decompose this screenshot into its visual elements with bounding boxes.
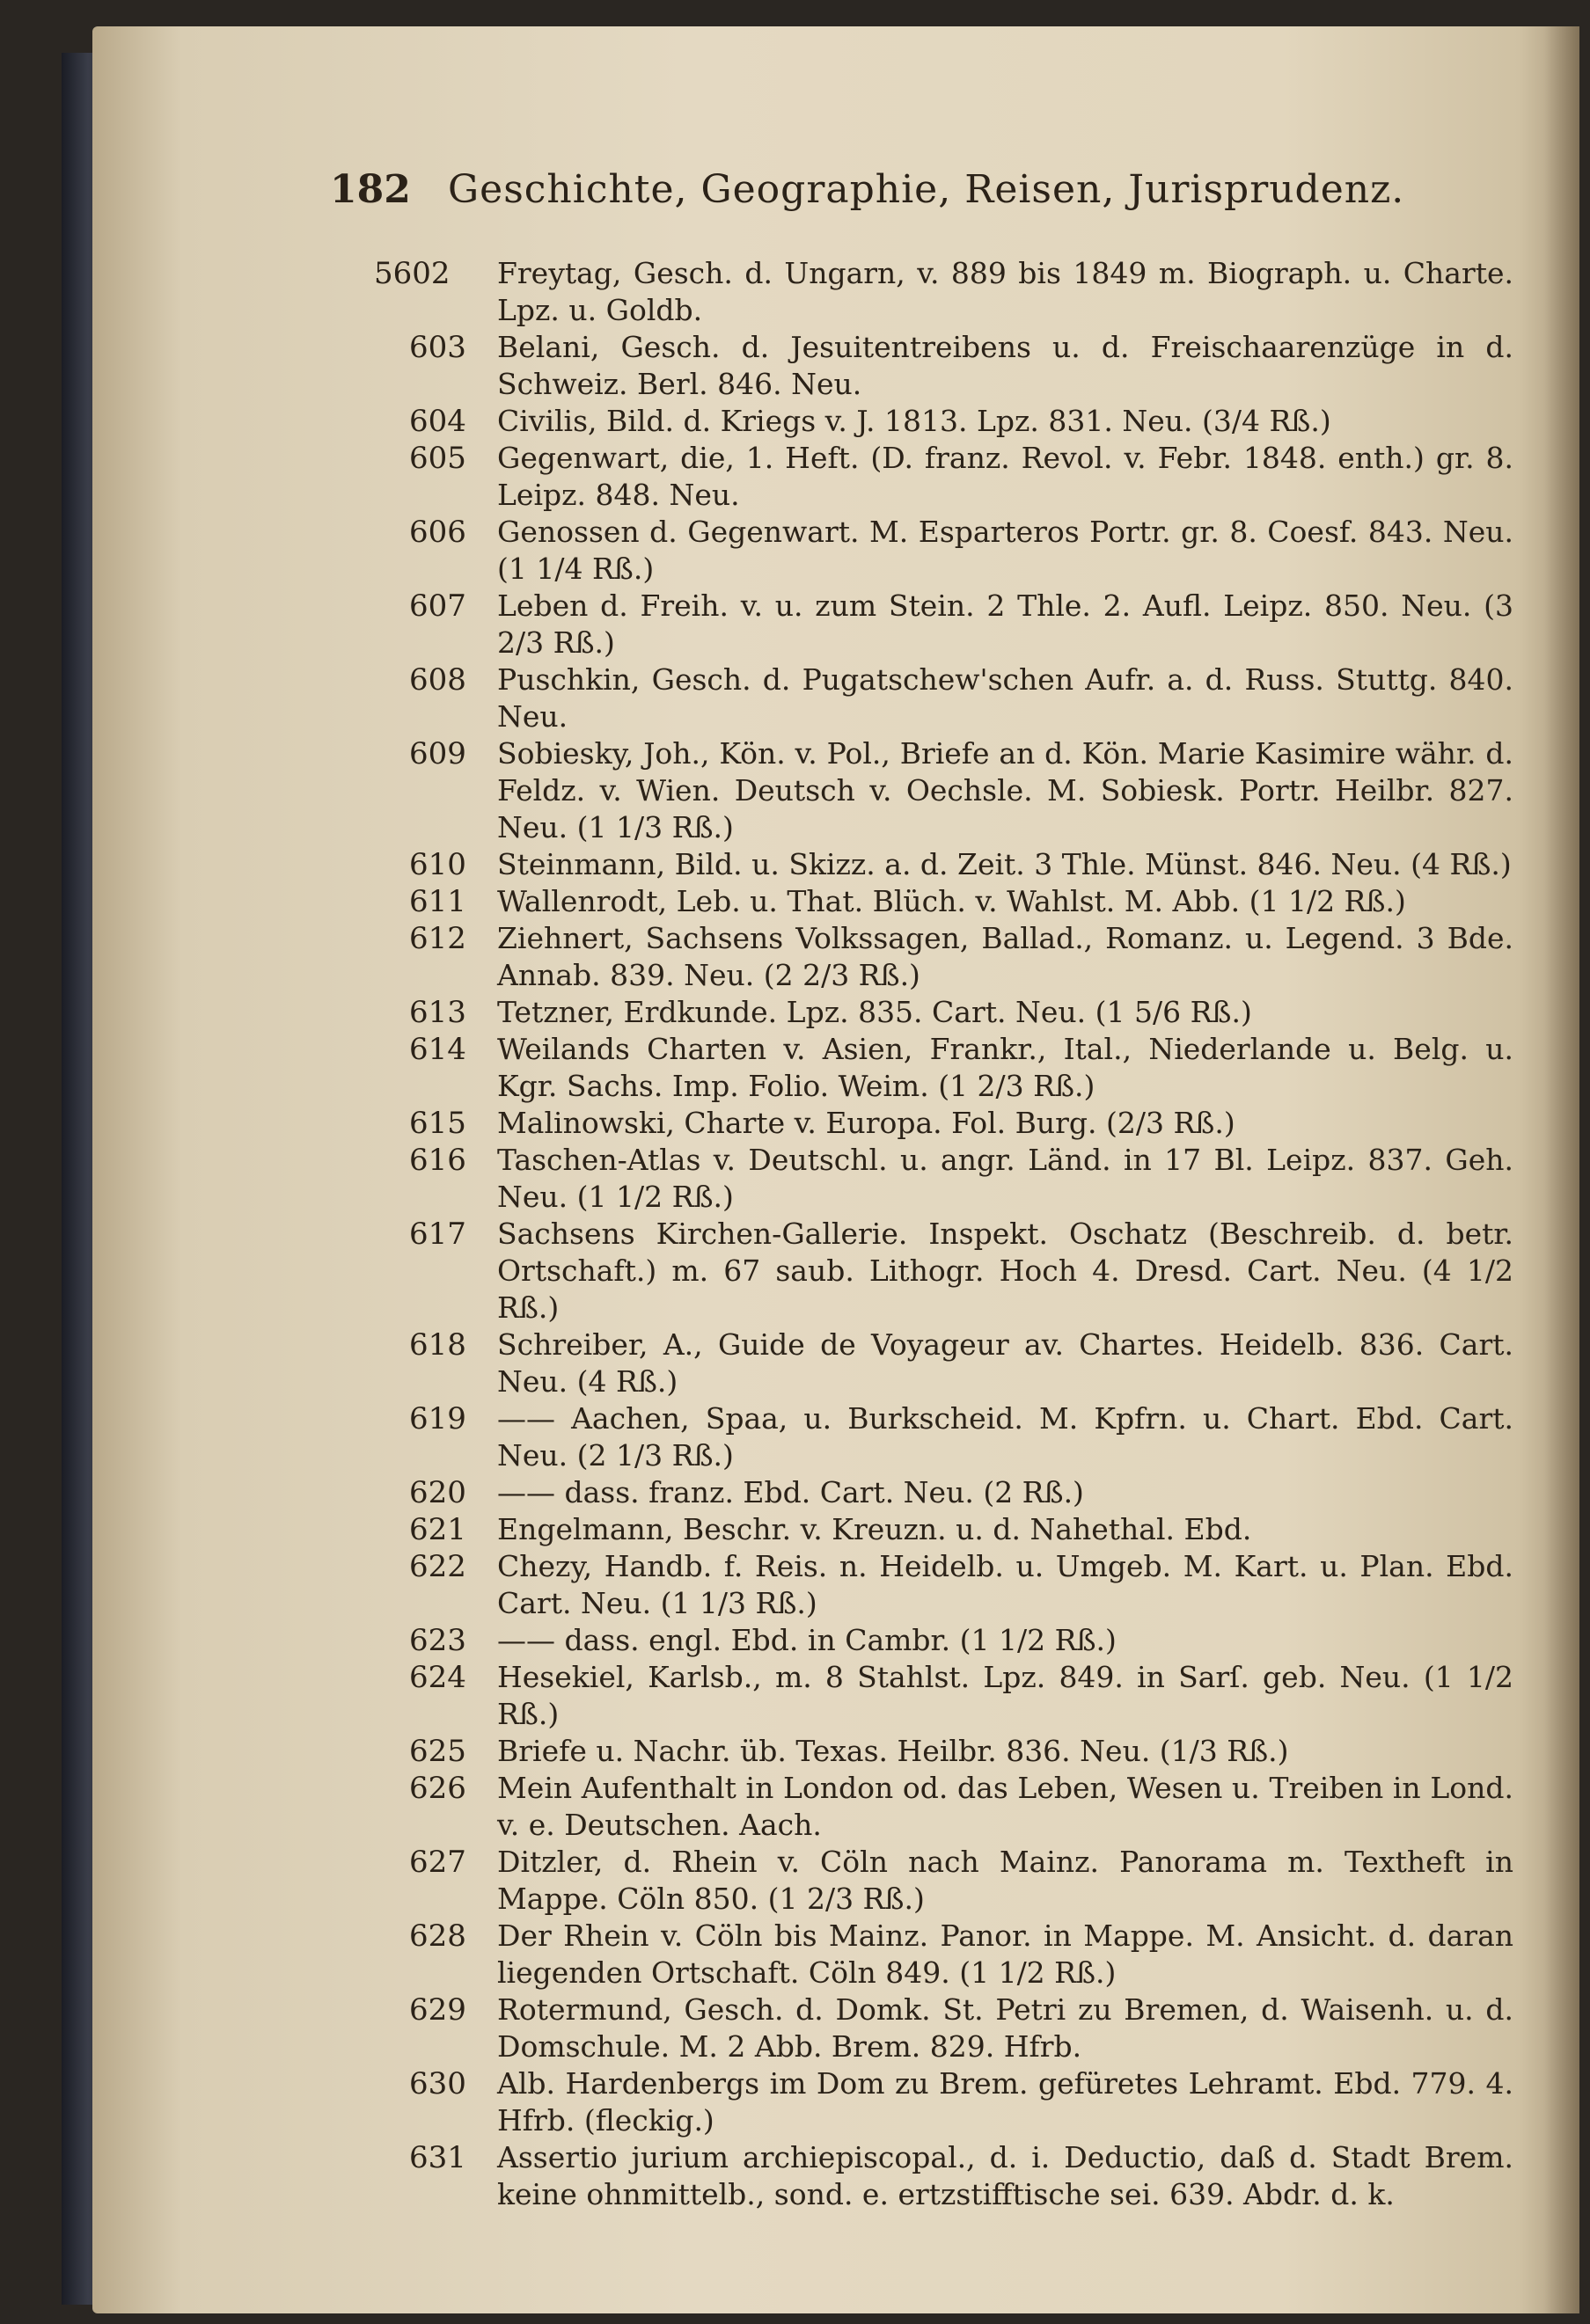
catalogue-entry bbox=[409, 994, 1513, 1031]
entry-number: 621 bbox=[409, 1512, 466, 1547]
catalogue-entry bbox=[409, 883, 1513, 920]
entry-number: 5602 bbox=[374, 256, 451, 291]
catalogue-entry bbox=[409, 1216, 1513, 1326]
catalogue-entry bbox=[409, 403, 1513, 440]
entry-text: Taschen-Atlas v. Deutschl. u. angr. Länd. in 17 Bl. Leipz. 837. Geh. Neu. (1 1/2 Rß.) bbox=[497, 1143, 1513, 1214]
entry-text: Ziehnert, Sachsens Volkssagen, Ballad., Romanz. u. Legend. 3 Bde. Annab. 839. Neu. (2 2/3 Rß.) bbox=[497, 921, 1513, 992]
entry-text: Tetzner, Erdkunde. Lpz. 835. Cart. Neu. (1 5/6 Rß.) bbox=[497, 995, 1252, 1029]
entry-number: 627 bbox=[409, 1845, 466, 1880]
entry-text: Mein Aufenthalt in London od. das Leben, Wesen u. Treiben in Lond. v. e. Deutschen. Aach. bbox=[497, 1771, 1513, 1842]
catalogue-entry bbox=[409, 514, 1513, 588]
entry-number: 610 bbox=[409, 847, 466, 882]
entry-text: —— dass. franz. Ebd. Cart. Neu. (2 Rß.) bbox=[497, 1475, 1084, 1509]
entry-number: 615 bbox=[409, 1106, 466, 1141]
entry-number: 609 bbox=[409, 736, 466, 771]
catalogue-entry bbox=[409, 588, 1513, 661]
entry-text: Chezy, Handb. f. Reis. n. Heidelb. u. Umgeb. M. Kart. u. Plan. Ebd. Cart. Neu. (1 1/3 Rß.) bbox=[497, 1549, 1513, 1620]
entry-text: Alb. Hardenbergs im Dom zu Brem. gefüretes Lehramt. Ebd. 779. 4. Hfrb. (fleckig.) bbox=[497, 2066, 1513, 2138]
catalogue-entry bbox=[409, 1991, 1513, 2065]
catalogue-entry bbox=[409, 846, 1513, 883]
entry-text: Civilis, Bild. d. Kriegs v. J. 1813. Lpz. 831. Neu. (3/4 Rß.) bbox=[497, 404, 1331, 438]
catalogue-entry bbox=[409, 1142, 1513, 1216]
entry-text: Weilands Charten v. Asien, Frankr., Ital., Niederlande u. Belg. u. Kgr. Sachs. Imp. Folio. Weim. (1 2/3 Rß.) bbox=[497, 1032, 1513, 1103]
entry-text: —— Aachen, Spaa, u. Burkscheid. M. Kpfrn. u. Chart. Ebd. Cart. Neu. (2 1/3 Rß.) bbox=[497, 1401, 1513, 1473]
entry-text: Leben d. Freih. v. u. zum Stein. 2 Thle. 2. Aufl. Leipz. 850. Neu. (3 2/3 Rß.) bbox=[497, 588, 1513, 660]
catalogue-entry bbox=[409, 661, 1513, 735]
catalogue-entry bbox=[409, 735, 1513, 846]
entry-number: 606 bbox=[409, 515, 466, 550]
entry-number: 605 bbox=[409, 441, 466, 476]
entry-number: 611 bbox=[409, 884, 466, 919]
catalogue-entry bbox=[374, 255, 1513, 329]
entry-text: Genossen d. Gegenwart. M. Esparteros Portr. gr. 8. Coesf. 843. Neu. (1 1/4 Rß.) bbox=[497, 515, 1513, 586]
entry-number: 624 bbox=[409, 1660, 466, 1695]
page-header bbox=[330, 167, 1518, 229]
catalogue-entry bbox=[409, 1474, 1513, 1511]
entry-text: Assertio jurium archiepiscopal., d. i. Deductio, daß d. Stadt Brem. keine ohnmittelb., sond. e. ertzstifftische sei. 639. Abdr. d. k. bbox=[497, 2140, 1513, 2211]
catalogue-entry bbox=[409, 1326, 1513, 1400]
catalogue-entry bbox=[409, 2139, 1513, 2213]
entry-number: 625 bbox=[409, 1734, 466, 1769]
entry-text: Gegenwart, die, 1. Heft. (D. franz. Revol. v. Febr. 1848. enth.) gr. 8. Leipz. 848. Neu. bbox=[497, 441, 1513, 512]
catalogue-entry bbox=[409, 920, 1513, 994]
catalogue-entry bbox=[409, 1031, 1513, 1105]
entry-text: Engelmann, Beschr. v. Kreuzn. u. d. Nahethal. Ebd. bbox=[497, 1512, 1252, 1546]
entry-text: Puschkin, Gesch. d. Pugatschew'schen Aufr. a. d. Russ. Stuttg. 840. Neu. bbox=[497, 662, 1513, 734]
entry-number: 604 bbox=[409, 404, 466, 439]
catalogue-entry bbox=[409, 1770, 1513, 1844]
catalogue-entry bbox=[409, 1400, 1513, 1474]
entry-text: Wallenrodt, Leb. u. That. Blüch. v. Wahlst. M. Abb. (1 1/2 Rß.) bbox=[497, 884, 1406, 918]
entry-number: 631 bbox=[409, 2140, 466, 2175]
entry-number: 612 bbox=[409, 921, 466, 956]
entry-number: 628 bbox=[409, 1918, 466, 1954]
entry-text: Ditzler, d. Rhein v. Cöln nach Mainz. Panorama m. Textheft in Mappe. Cöln 850. (1 2/3 Rß.) bbox=[497, 1845, 1513, 1916]
catalogue-entries bbox=[374, 255, 1513, 2213]
entry-number: 630 bbox=[409, 2066, 466, 2101]
entry-text: Sobiesky, Joh., Kön. v. Pol., Briefe an d. Kön. Marie Kasimire währ. d. Feldz. v. Wien. Deutsch v. Oechsle. M. Sobiesk. Portr. Heilbr. 827. Neu. (1 1/3 Rß.) bbox=[497, 736, 1513, 844]
running-title: Geschichte, Geographie, Reisen, Jurisprudenz. bbox=[448, 167, 1405, 212]
catalogue-entry bbox=[409, 1105, 1513, 1142]
entry-text: Schreiber, A., Guide de Voyageur av. Chartes. Heidelb. 836. Cart. Neu. (4 Rß.) bbox=[497, 1327, 1513, 1399]
catalogue-entry bbox=[409, 440, 1513, 514]
entry-number: 617 bbox=[409, 1217, 466, 1252]
catalogue-entry bbox=[409, 1733, 1513, 1770]
entry-number: 603 bbox=[409, 330, 466, 365]
page-number: 182 bbox=[330, 167, 411, 212]
catalogue-entry bbox=[409, 1659, 1513, 1733]
entry-number: 616 bbox=[409, 1143, 466, 1178]
entry-number: 613 bbox=[409, 995, 466, 1030]
entry-number: 629 bbox=[409, 1992, 466, 2028]
entry-text: Sachsens Kirchen-Gallerie. Inspekt. Oschatz (Beschreib. d. betr. Ortschaft.) m. 67 saub. Lithogr. Hoch 4. Dresd. Cart. Neu. (4 1/2 Rß.) bbox=[497, 1217, 1513, 1325]
entry-text: Belani, Gesch. d. Jesuitentreibens u. d. Freischaarenzüge in d. Schweiz. Berl. 846. Neu. bbox=[497, 330, 1513, 401]
entry-text: —— dass. engl. Ebd. in Cambr. (1 1/2 Rß.) bbox=[497, 1623, 1117, 1657]
entry-text: Freytag, Gesch. d. Ungarn, v. 889 bis 1849 m. Biograph. u. Charte. Lpz. u. Goldb. bbox=[497, 256, 1513, 327]
entry-number: 607 bbox=[409, 588, 466, 624]
entry-text: Der Rhein v. Cöln bis Mainz. Panor. in Mappe. M. Ansicht. d. daran liegenden Ortschaft. Cöln 849. (1 1/2 Rß.) bbox=[497, 1918, 1513, 1990]
entry-number: 619 bbox=[409, 1401, 466, 1436]
entry-number: 622 bbox=[409, 1549, 466, 1584]
entry-number: 623 bbox=[409, 1623, 466, 1658]
entry-number: 620 bbox=[409, 1475, 466, 1510]
entry-text: Rotermund, Gesch. d. Domk. St. Petri zu Bremen, d. Waisenh. u. d. Domschule. M. 2 Abb. Brem. 829. Hfrb. bbox=[497, 1992, 1513, 2064]
entry-number: 614 bbox=[409, 1032, 466, 1067]
entry-text: Steinmann, Bild. u. Skizz. a. d. Zeit. 3 Thle. Münst. 846. Neu. (4 Rß.) bbox=[497, 847, 1512, 881]
catalogue-entry bbox=[409, 1548, 1513, 1622]
entry-text: Hesekiel, Karlsb., m. 8 Stahlst. Lpz. 849. in Sarſ. geb. Neu. (1 1/2 Rß.) bbox=[497, 1660, 1513, 1731]
catalogue-entry bbox=[409, 329, 1513, 403]
entry-number: 618 bbox=[409, 1327, 466, 1363]
entry-text: Briefe u. Nachr. üb. Texas. Heilbr. 836. Neu. (1/3 Rß.) bbox=[497, 1734, 1289, 1768]
catalogue-entry bbox=[409, 1511, 1513, 1548]
catalogue-entry bbox=[409, 1918, 1513, 1991]
entry-number: 608 bbox=[409, 662, 466, 698]
catalogue-entry bbox=[409, 2065, 1513, 2139]
entry-number: 626 bbox=[409, 1771, 466, 1806]
catalogue-entry bbox=[409, 1844, 1513, 1918]
catalogue-entry bbox=[409, 1622, 1513, 1659]
entry-text: Malinowski, Charte v. Europa. Fol. Burg. (2/3 Rß.) bbox=[497, 1106, 1235, 1140]
